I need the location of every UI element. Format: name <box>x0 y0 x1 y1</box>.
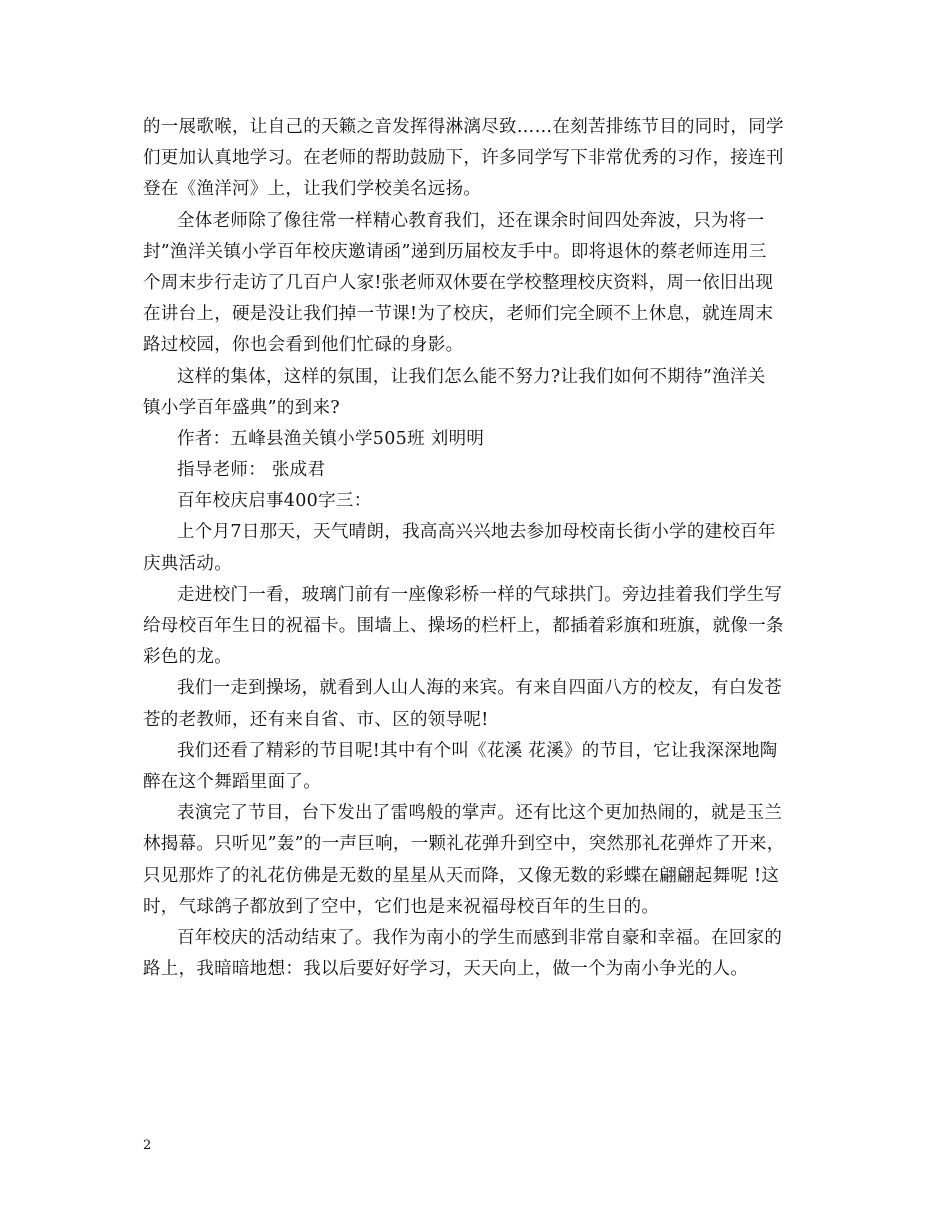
text-line: 的一展歌喉，让自己的天籁之音发挥得淋漓尽致……在刻苦排练节目的同时，同学 <box>143 117 784 137</box>
text-line: 林揭幕。只听见”轰”的一声巨响，一颗礼花弹升到空中，突然那礼花弹炸了开来， <box>143 834 785 855</box>
section-heading: 百年校庆启事400字三： <box>177 491 372 512</box>
text-line: 全体老师除了像往常一样精心教育我们，还在课余时间四处奔波，只为将一 <box>177 210 765 231</box>
text-line: 给母校百年生日的祝福卡。围墙上、操场的栏杆上，都插着彩旗和班旗，就像一条 <box>143 616 784 636</box>
advisor-line: 指导老师： 张成君 <box>177 460 326 481</box>
text-line: 登在《渔洋河》上，让我们学校美名远扬。 <box>143 179 482 200</box>
text-line: 个周末步行走访了几百户人家!张老师双休要在学校整理校庆资料，周一依旧出现 <box>143 272 774 293</box>
text-line: 上个月7日那天，天气晴朗，我高高兴兴地去参加母校南长街小学的建校百年 <box>177 522 776 543</box>
text-line: 我们还看了精彩的节目呢!其中有个叫《花溪 花溪》的节目，它让我深深地陶 <box>177 740 778 761</box>
author-line: 作者：五峰县渔关镇小学505班 刘明明 <box>177 428 485 449</box>
text-line: 彩色的龙。 <box>143 647 232 668</box>
text-line: 时，气球鸽子都放到了空中，它们也是来祝福母校百年的生日的。 <box>143 896 660 917</box>
text-line: 镇小学百年盛典”的到来? <box>143 397 340 418</box>
text-line: 百年校庆的活动结束了。我作为南小的学生而感到非常自豪和幸福。在回家的 <box>177 927 783 948</box>
body-text <box>143 112 813 985</box>
text-line: 路过校园，你也会看到他们忙碌的身影。 <box>143 335 464 356</box>
text-line: 封”渔洋关镇小学百年校庆邀请函”递到历届校友手中。即将退休的蔡老师连用三 <box>143 241 767 262</box>
text-line: 我们一走到操场，就看到人山人海的来宾。有来自四面八方的校友，有白发苍 <box>177 678 783 699</box>
text-line: 们更加认真地学习。在老师的帮助鼓励下，许多同学写下非常优秀的习作，接连刊 <box>143 148 784 169</box>
page-number: 2 <box>143 1138 152 1153</box>
text-line: 走进校门一看，玻璃门前有一座像彩桥一样的气球拱门。旁边挂着我们学生写 <box>177 584 783 605</box>
text-line: 这样的集体，这样的氛围，让我们怎么能不努力?让我们如何不期待”渔洋关 <box>177 366 766 387</box>
text-line: 庆典活动。 <box>143 553 232 574</box>
text-line: 苍的老教师，还有来自省、市、区的领导呢! <box>143 709 489 730</box>
text-line: 路上，我暗暗地想：我以后要好好学习，天天向上，做一个为南小争光的人。 <box>143 959 749 980</box>
text-line: 表演完了节目，台下发出了雷鸣般的掌声。还有比这个更加热闹的，就是玉兰 <box>177 803 783 824</box>
text-line: 醉在这个舞蹈里面了。 <box>143 771 321 792</box>
text-line: 在讲台上，硬是没让我们掉一节课!为了校庆，老师们完全顾不上休息，就连周末 <box>143 304 774 325</box>
text-line: 只见那炸了的礼花仿佛是无数的星星从天而降，又像无数的彩蝶在翩翩起舞呢 !这 <box>143 865 780 886</box>
